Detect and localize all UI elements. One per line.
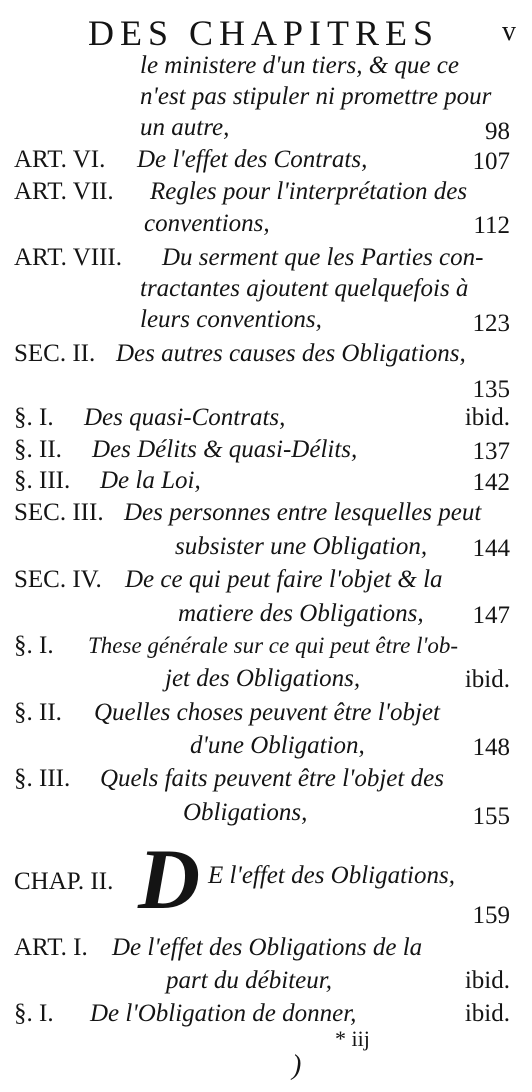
- entry-text-line: d'une Obligation,: [190, 732, 365, 759]
- entry-text-line: matiere des Obligations,: [178, 600, 424, 627]
- entry-page-number: 137: [472, 438, 510, 465]
- entry-label: §. II.: [14, 436, 62, 463]
- entry-label: §. III.: [14, 765, 71, 792]
- entry-text-line: le ministere d'un tiers, & que ce: [140, 52, 459, 79]
- entry-text-line: Des quasi-Contrats,: [84, 404, 286, 431]
- entry-page-number: 148: [472, 734, 510, 761]
- entry-label: §. I.: [14, 1000, 54, 1027]
- entry-label: §. I.: [14, 632, 54, 659]
- entry-text-line: un autre,: [140, 114, 230, 141]
- entry-page-number: 123: [472, 310, 510, 337]
- entry-page-number: 144: [472, 535, 510, 562]
- entry-page-number: ibid.: [464, 1000, 510, 1027]
- entry-label: SEC. IV.: [14, 566, 102, 593]
- entry-text-line: subsister une Obligation,: [175, 533, 428, 560]
- entry-label: ART. I.: [14, 934, 88, 961]
- entry-label: ART. VIII.: [14, 244, 122, 271]
- entry-page-number: ibid.: [464, 666, 510, 693]
- entry-label: SEC. II.: [14, 340, 96, 367]
- entry-text-line: Obligations,: [183, 799, 308, 826]
- entry-text-line: leurs conventions,: [140, 306, 322, 333]
- entry-text-line: De ce qui peut faire l'objet & la: [125, 566, 443, 593]
- entry-text-line: Quels faits peuvent être l'objet des: [100, 765, 444, 792]
- entry-text-line: These générale sur ce qui peut être l'ob-: [88, 633, 459, 658]
- entry-page-number: 135: [472, 376, 510, 403]
- entry-page-number: 142: [472, 469, 510, 496]
- entry-text-line: tractantes ajoutent quelquefois à: [140, 275, 469, 302]
- entry-text-line: Regles pour l'interprétation des: [150, 178, 468, 205]
- entry-text-line: conventions,: [144, 210, 270, 237]
- entry-text-line: Des autres causes des Obligations,: [116, 340, 466, 367]
- stray-ink-mark: ): [292, 1050, 302, 1081]
- page-folio: v: [502, 16, 516, 47]
- entry-text-line: De l'effet des Obligations de la: [112, 934, 423, 961]
- entry-label: ART. VI.: [14, 146, 106, 173]
- entry-page-number: ibid.: [464, 404, 510, 431]
- printer-signature-mark: * iij: [335, 1026, 370, 1051]
- entry-label: §. II.: [14, 699, 62, 726]
- entry-page-number: ibid.: [464, 967, 510, 994]
- entry-page-number: 155: [472, 803, 510, 830]
- entry-text-line: part du débiteur,: [166, 967, 332, 994]
- entry-text-line: De la Loi,: [100, 467, 201, 494]
- entry-text-line: Du serment que les Parties con-: [162, 244, 484, 271]
- entry-label: SEC. III.: [14, 499, 104, 526]
- entry-text-line: E l'effet des Obligations,: [208, 862, 455, 889]
- entry-text-line: Des Délits & quasi-Délits,: [92, 436, 358, 463]
- entry-page-number: 112: [473, 212, 510, 239]
- entry-page-number: 147: [472, 602, 510, 629]
- entry-text-line: jet des Obligations,: [165, 665, 361, 692]
- drop-cap-initial: D: [138, 831, 201, 927]
- entry-page-number: 98: [485, 118, 510, 145]
- entry-label: ART. VII.: [14, 178, 114, 205]
- entry-text-line: De l'Obligation de donner,: [90, 1000, 357, 1027]
- entry-text-line: n'est pas stipuler ni promettre pour: [140, 83, 492, 110]
- entry-label: CHAP. II.: [14, 868, 114, 895]
- entry-text-line: Des personnes entre lesquelles peut: [124, 499, 482, 526]
- running-title: DES CHAPITRES: [88, 13, 440, 53]
- entry-text-line: Quelles choses peuvent être l'objet: [94, 699, 440, 726]
- entry-label: §. III.: [14, 467, 71, 494]
- entry-page-number: 107: [472, 148, 510, 175]
- entry-text-line: De l'effet des Contrats,: [137, 146, 368, 173]
- entry-label: §. I.: [14, 404, 54, 431]
- entry-page-number: 159: [472, 902, 510, 929]
